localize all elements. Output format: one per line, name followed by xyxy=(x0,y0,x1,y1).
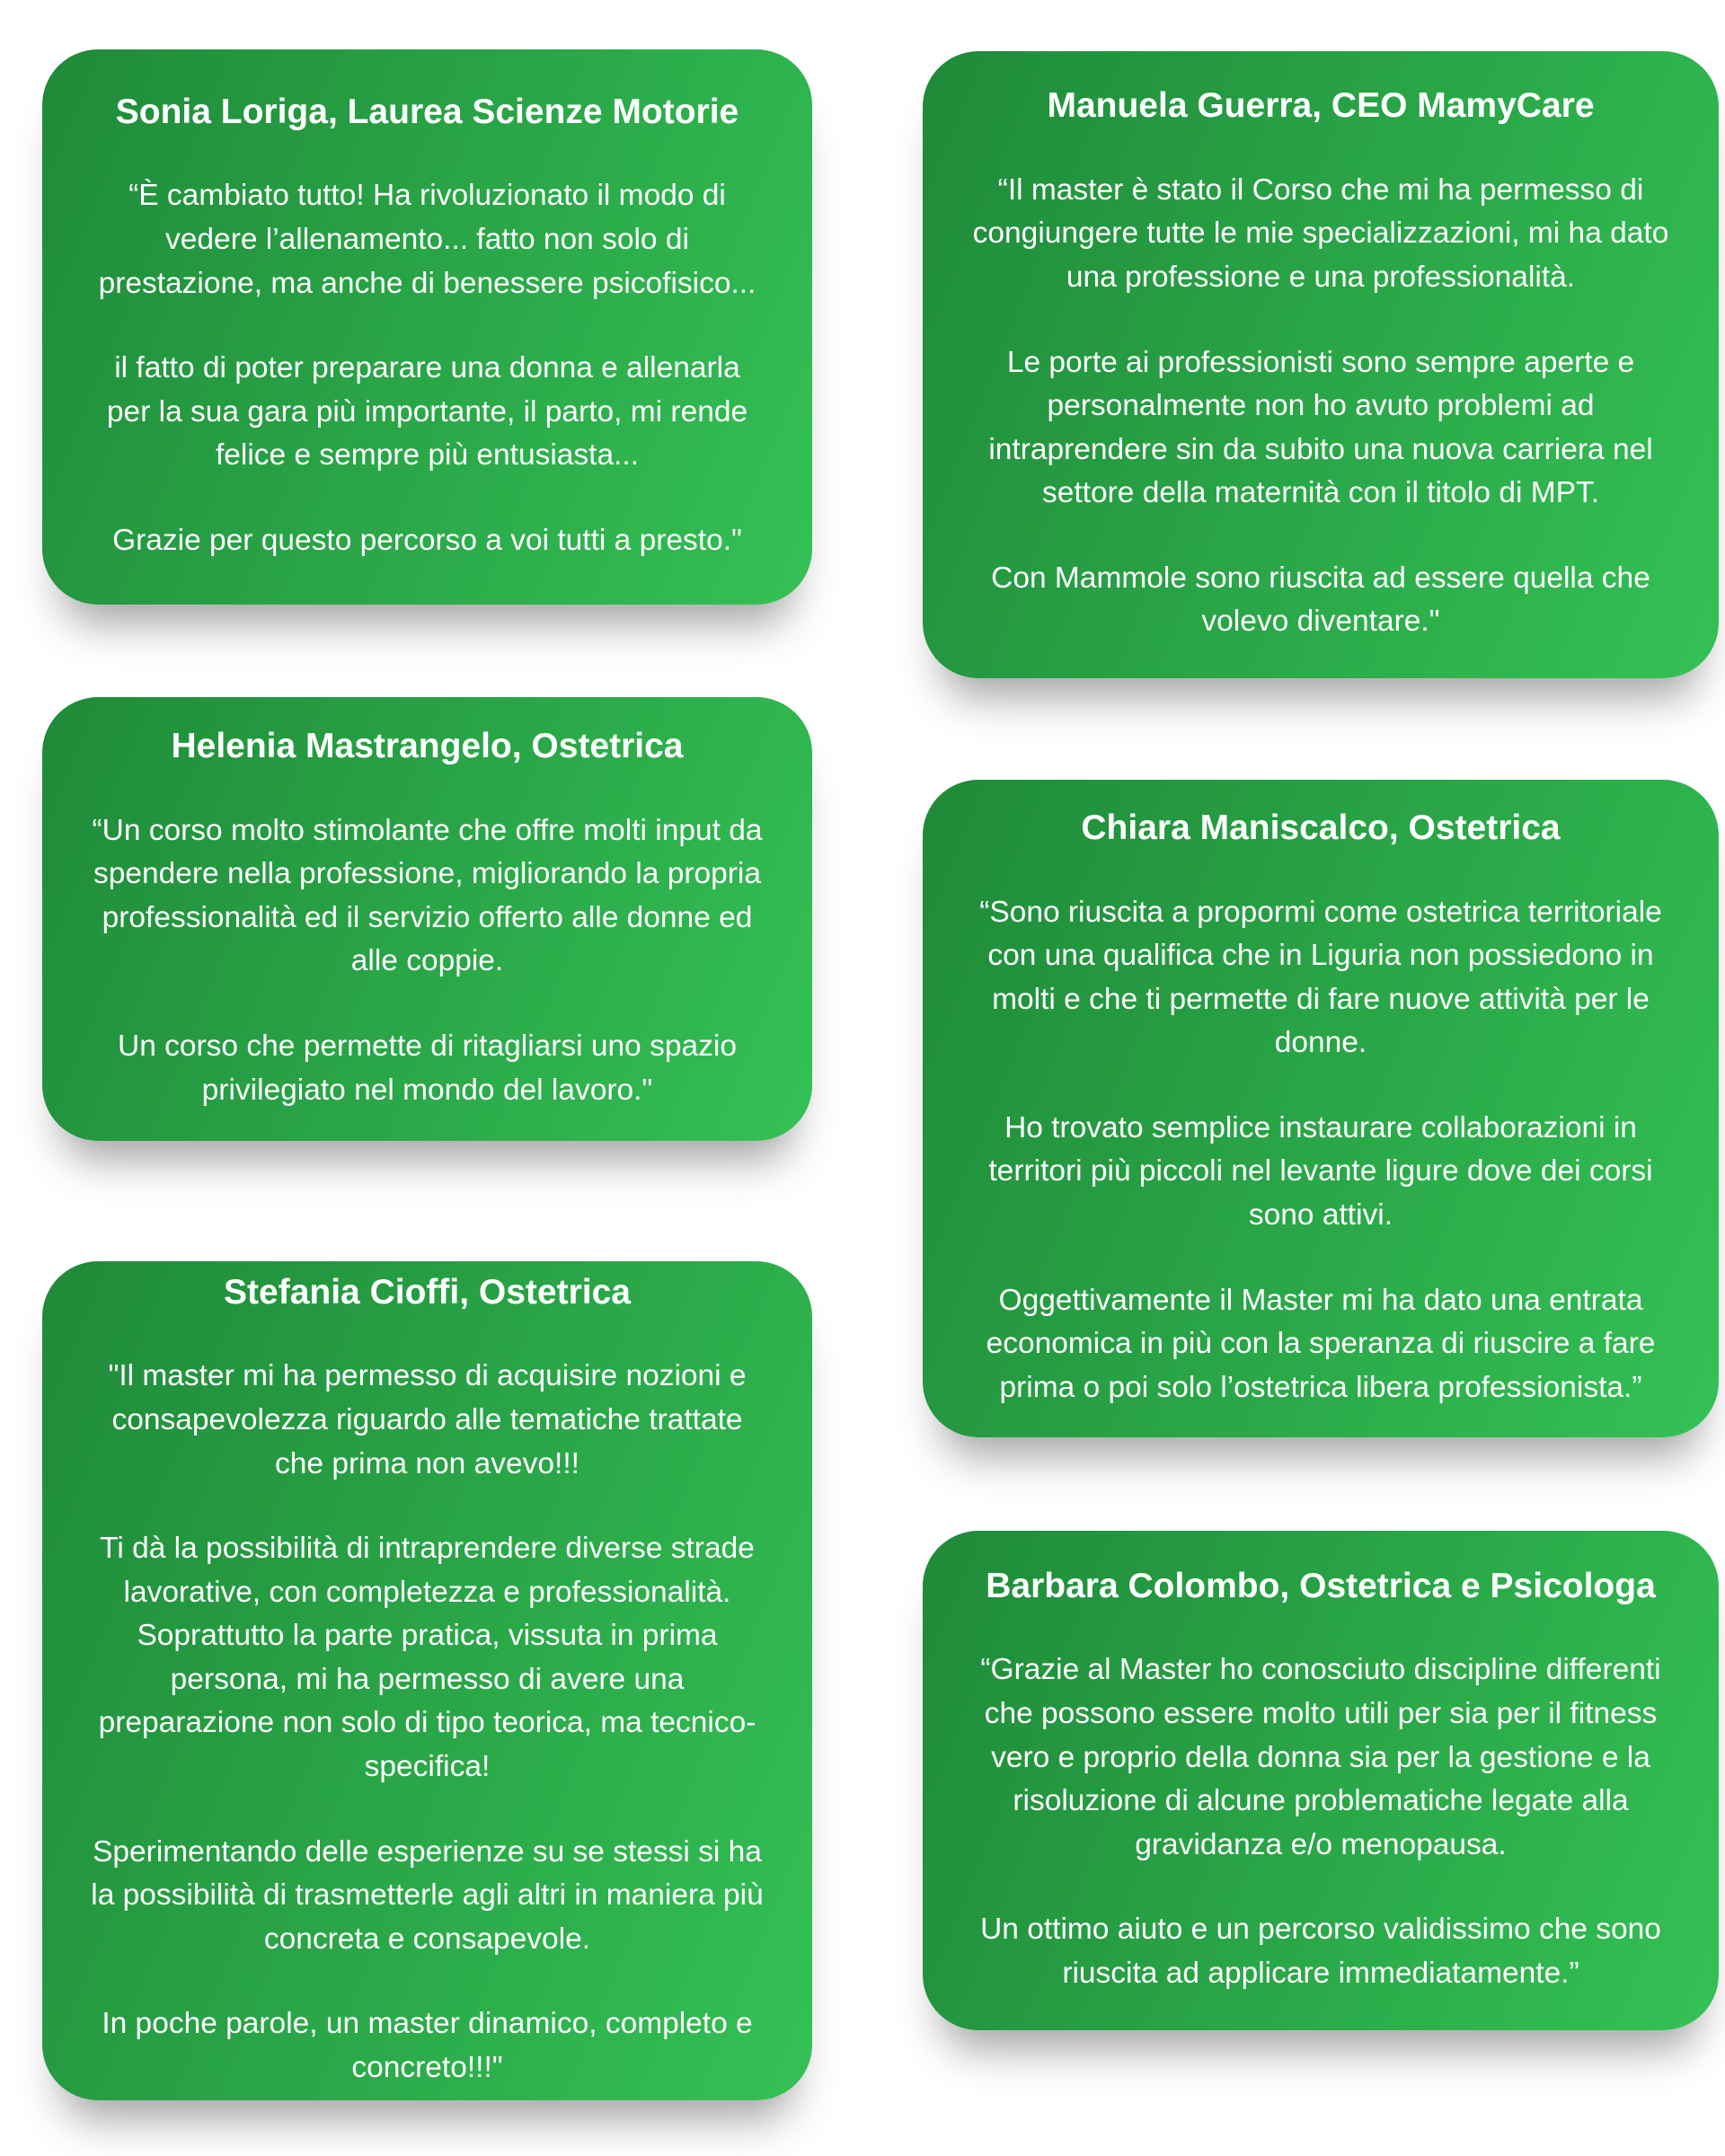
testimonial-title: Manuela Guerra, CEO MamyCare xyxy=(1047,86,1595,126)
testimonial-paragraph: Ho trovato semplice instaurare collaborazioni in territori più piccoli nel levante ligure dove dei corsi sono attivi. xyxy=(988,1110,1653,1232)
testimonial-paragraph: Un corso che permette di ritagliarsi uno spazio privilegiato nel mondo del lavoro." xyxy=(118,1029,737,1107)
testimonial-card-helenia-mastrangelo xyxy=(42,697,812,1141)
testimonial-paragraph: “Grazie al Master ho conosciuto discipline differenti che possono essere molto utili per sia per il fitness vero e proprio della donna sia per la gestione e la risoluzione di alcune problematiche legate alla gravidanza e/o menopausa. xyxy=(980,1653,1661,1861)
testimonial-paragraph: “Il master è stato il Corso che mi ha permesso di congiungere tutte le mie specializzazioni, mi ha dato una professione e una professionalità. xyxy=(972,172,1669,294)
testimonial-paragraph: “Un corso molto stimolante che offre molti input da spendere nella professione, migliorando la propria professionalità ed il servizio offerto alle donne ed alle coppie. xyxy=(92,813,763,978)
testimonial-paragraph: In poche parole, un master dinamico, completo e concreto!!!" xyxy=(102,2007,753,2084)
testimonial-paragraph: Con Mammole sono riuscita ad essere quella che volevo diventare." xyxy=(991,561,1650,639)
testimonial-card-stefania-cioffi xyxy=(42,1261,812,2100)
testimonial-title: Helenia Mastrangelo, Ostetrica xyxy=(171,726,684,765)
testimonial-card-manuela-guerra xyxy=(923,51,1719,678)
testimonial-paragraph: “Sono riuscita a propormi come ostetrica territoriale con una qualifica che in Liguria non possiedono in molti e che ti permette di fare nuove attività per le donne. xyxy=(979,895,1662,1060)
testimonial-paragraph: Un ottimo aiuto e un percorso validissimo che sono riuscita ad applicare immediatamente.” xyxy=(980,1913,1661,1990)
testimonial-paragraph: Grazie per questo percorso a voi tutti a presto." xyxy=(112,523,742,557)
testimonial-card-chiara-maniscalco xyxy=(923,780,1719,1437)
testimonial-paragraph: "Il master mi ha permesso di acquisire nozioni e consapevolezza riguardo alle tematiche trattate che prima non avevo!!! xyxy=(108,1359,747,1480)
testimonial-paragraph: il fatto di poter preparare una donna e allenarla per la sua gara più importante, il parto, mi rende felice e sempre più entusiasta... xyxy=(106,351,748,473)
testimonial-paragraph: Oggettivamente il Master mi ha dato una entrata economica in più con la speranza di riuscire a fare prima o poi solo l’ostetrica libera professionista.” xyxy=(986,1283,1656,1404)
testimonial-card-sonia-loriga xyxy=(42,49,812,605)
testimonial-paragraph: Ti dà la possibilità di intraprendere diverse strade lavorative, con completezza e professionalità. Soprattutto la parte pratica, vissuta in prima persona, mi ha permesso di avere una preparazione non solo di tipo teorica, ma tecnico-specifica! xyxy=(98,1532,756,1783)
testimonial-card-barbara-colombo xyxy=(923,1531,1719,2030)
testimonial-title: Chiara Maniscalco, Ostetrica xyxy=(1081,808,1561,847)
testimonial-title: Barbara Colombo, Ostetrica e Psicologa xyxy=(986,1566,1656,1605)
testimonial-title: Stefania Cioffi, Ostetrica xyxy=(224,1272,631,1312)
testimonial-title: Sonia Loriga, Laurea Scienze Motorie xyxy=(115,92,739,131)
testimonial-paragraph: Sperimentando delle esperienze su se stessi si ha la possibilità di trasmetterle agli altri in maniera più concreta e consapevole. xyxy=(91,1834,764,1956)
testimonial-paragraph: “È cambiato tutto! Ha rivoluzionato il modo di vedere l’allenamento... fatto non solo di prestazione, ma anche di benessere psicofisico... xyxy=(98,179,756,300)
testimonial-paragraph: Le porte ai professionisti sono sempre aperte e personalmente non ho avuto problemi ad intraprendere sin da subito una nuova carriera nel settore della maternità con il titolo di MPT. xyxy=(988,345,1653,510)
